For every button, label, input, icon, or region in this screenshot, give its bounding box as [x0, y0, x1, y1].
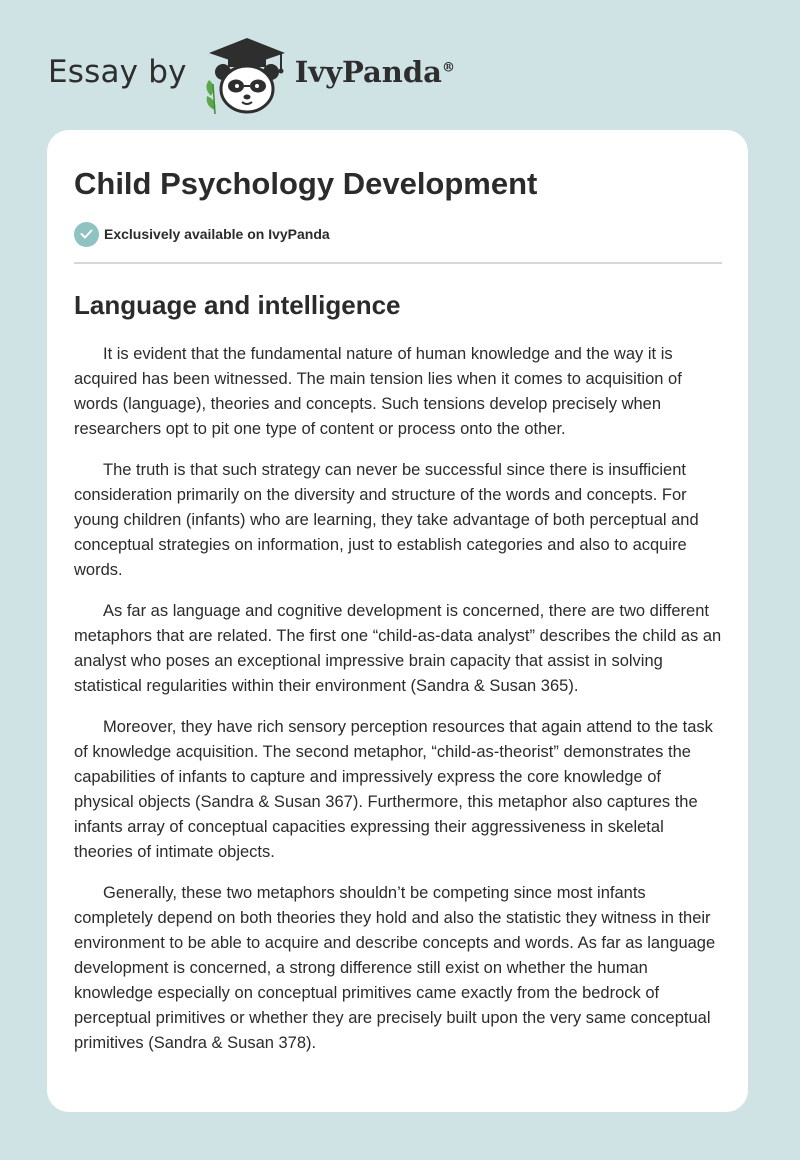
- paragraph-2: The truth is that such strategy can never be successful since there is insufficient consideration primarily on the diversity and structure of the words and concepts. For young children (infants) who are learning, they take advantage of both perceptual and conceptual strategies on information, just to establish categories and also to acquire words.: [74, 461, 699, 579]
- page-title: Child Psychology Development: [74, 166, 538, 201]
- brand-name: [295, 55, 455, 89]
- check-icon: [74, 222, 99, 247]
- essay-card: [47, 130, 748, 1112]
- section-heading: Language and intelligence: [74, 290, 401, 320]
- brand-name-text: IvyPanda: [294, 55, 442, 89]
- exclusive-badge: [74, 221, 722, 247]
- site-brand[interactable]: [48, 36, 455, 116]
- paragraph-3: As far as language and cognitive development is concerned, there are two different metaphors that are related. The first one “child-as-data analyst” describes the child as an analyst who poses an exceptional impressive brain capacity that assist in solving statistical regularities within their environment (Sandra & Susan 365).: [74, 602, 722, 695]
- paragraph-4: Moreover, they have rich sensory perception resources that again attend to the task of knowledge acquisition. The second metaphor, “child-as-theorist” demonstrates the capabilities of infants to capture and impressively express the core knowledge of physical objects (Sandra & Susan 367). Furthermore, this metaphor also captures the infants array of conceptual capacities expressing their aggressiveness in skeletal theories of intimate objects.: [74, 718, 713, 861]
- panda-logo-icon: [201, 36, 293, 116]
- registered-mark: ®: [441, 60, 455, 76]
- divider: [74, 262, 722, 264]
- badge-label: Exclusively available on IvyPanda: [104, 226, 330, 242]
- paragraph-1: It is evident that the fundamental nature of human knowledge and the way it is acquired has been witnessed. The main tension lies when it comes to acquisition of words (language), theories and concepts. Such tensions develop precisely when researchers opt to pit one type of content or process onto the other.: [74, 345, 682, 438]
- brand-prefix: Essay by: [48, 54, 187, 90]
- paragraph-5: Generally, these two metaphors shouldn’t be competing since most infants completely depend on both theories they hold and also the statistic they witness in their environment to be able to acquire and describe concepts and words. As far as language development is concerned, a strong difference still exist on whether the human knowledge especially on conceptual primitives came exactly from the bedrock of perceptual primitives or whether they are precisely built upon the very same conceptual primitives (Sandra & Susan 378).: [74, 884, 716, 1052]
